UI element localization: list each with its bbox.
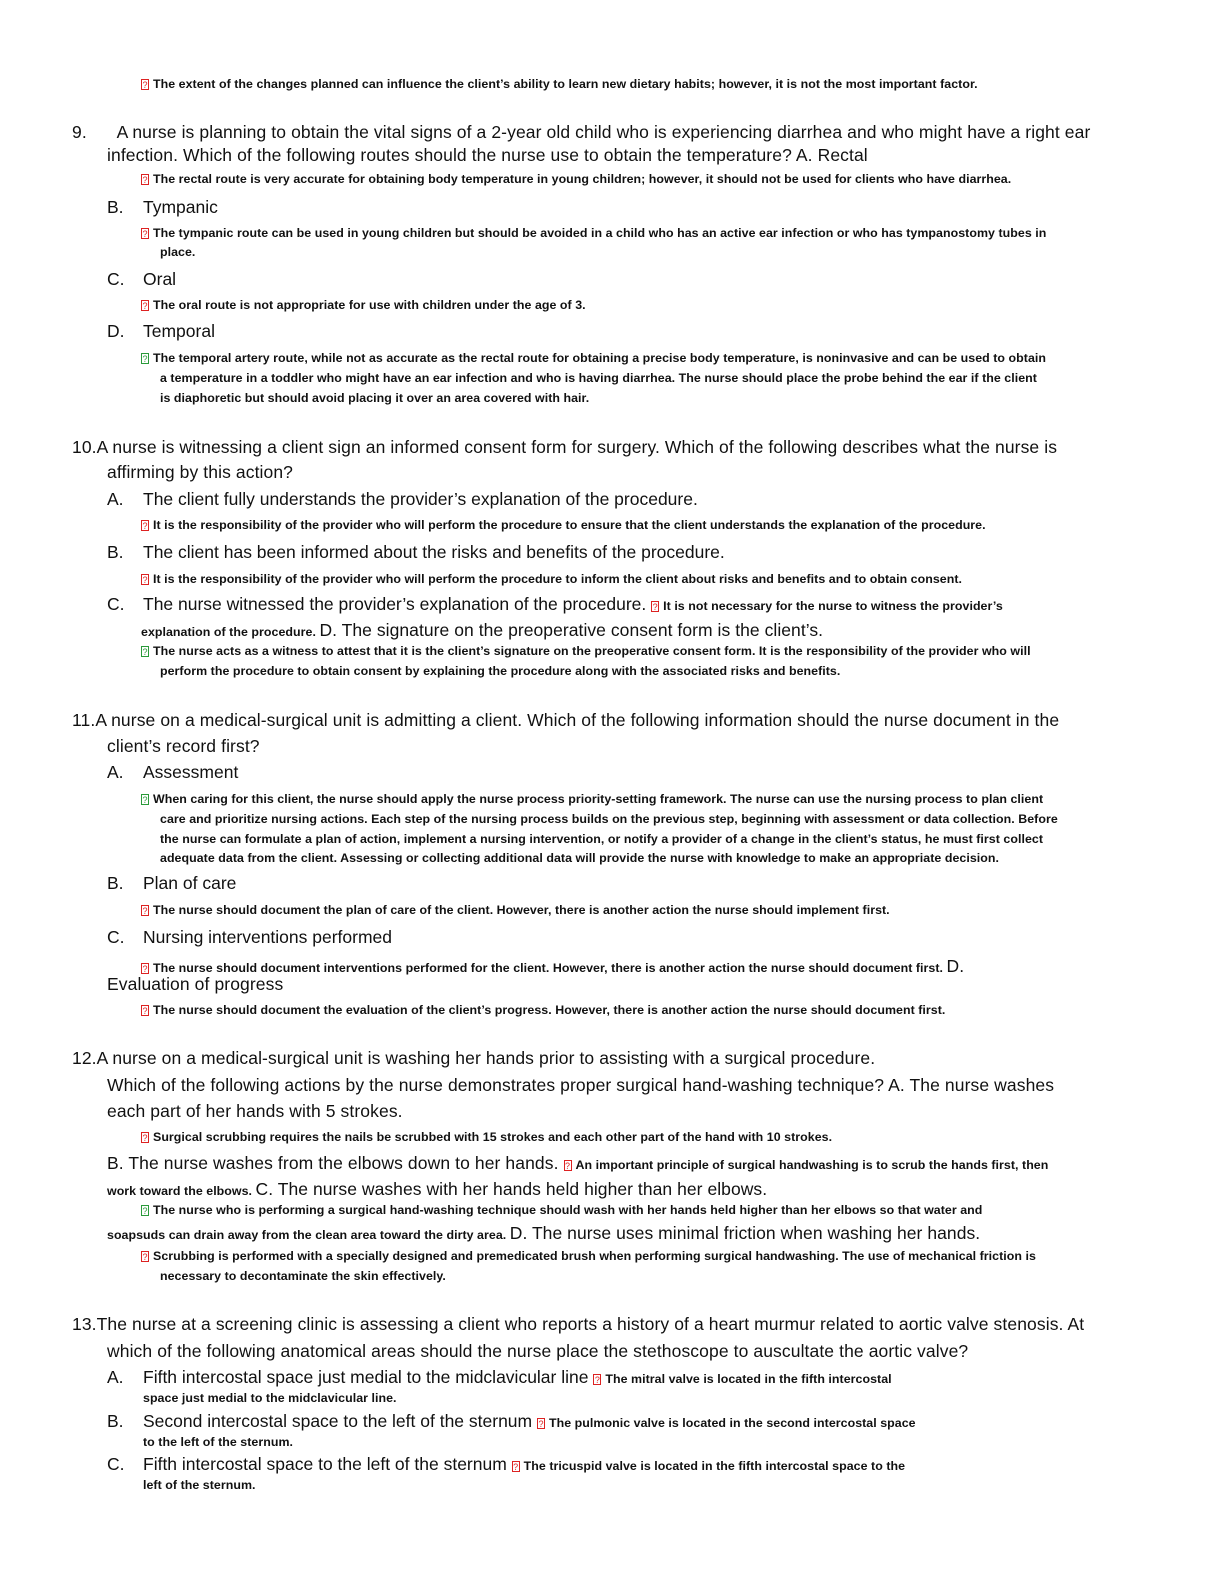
question-line [107,1101,403,1122]
rationale-line [143,1391,397,1405]
line-text: space just medial to the midclavicular line. [143,1391,397,1405]
line-text: the nurse can formulate a plan of action, implement a nursing intervention, or notify a provider of a change in the client’s status, he must first collect [160,832,1043,846]
rationale-text: The mitral valve is located in the fifth intercostal [605,1372,892,1386]
line-text: The nurse should document the plan of care of the client. However, there is another action the nurse should implement first. [153,903,890,917]
rationale-line [141,172,1011,186]
question-line [107,462,293,483]
line-text: infection. Which of the following routes should the nurse use to obtain the temperature? A. Rectal [107,145,868,165]
rationale-line [160,832,1043,846]
line-text: Fifth intercostal space to the left of the sternum [143,1454,507,1474]
rationale-line [160,371,1037,385]
line-text: each part of her hands with 5 strokes. [107,1101,403,1121]
option-letter: C. [107,927,125,947]
option-letter: C. [107,269,125,289]
question-line [72,122,1090,143]
line-text: Fifth intercostal space just medial to the midclavicular line [143,1367,589,1387]
correct-marker-icon: ? [142,795,148,805]
option-letter: B. [107,1411,124,1431]
line-text: a temperature in a toddler who might have an ear infection and who is having diarrhea. The nurse should place the probe behind the ear if the client [160,371,1037,385]
rationale-line [141,644,1031,658]
line-text: Temporal [143,321,215,341]
line-text: client’s record first? [107,736,260,756]
line-text: The client fully understands the provider’s explanation of the procedure. [143,489,698,509]
line-text: It is the responsibility of the provider who will perform the procedure to inform the client about risks and benefits and to obtain consent. [153,572,963,586]
option-text: D. The signature on the preoperative consent form is the client’s. [319,620,824,640]
line-text: to the left of the sternum. [143,1435,294,1449]
rationale-line [141,620,823,641]
rationale-text: The pulmonic valve is located in the second intercostal space [549,1416,916,1430]
line-text: explanation of the procedure. [141,625,316,639]
line-text: It is the responsibility of the provider who will perform the procedure to ensure that the client understands the explanation of the procedure. [153,518,986,532]
rationale-text: It is not necessary for the nurse to witness the provider’s [663,599,1003,613]
line-text: 11.A nurse on a medical-surgical unit is admitting a client. Which of the following information should the nurse document in the [72,710,1060,730]
rationale-line [107,1223,980,1244]
answer-option [107,542,725,563]
rationale-line [141,792,1043,806]
line-text: The nurse should document interventions performed for the client. However, there is another action the nurse should document first. [153,961,944,975]
line-text: The extent of the changes planned can influence the client’s ability to learn new dietary habits; however, it is not the most important factor. [153,77,978,91]
incorrect-marker-icon: ? [142,175,148,185]
option-letter: A. [107,1367,124,1387]
line-text: The nurse acts as a witness to attest that it is the client’s signature on the preoperative consent form. It is the responsibility of the provider who will [153,644,1031,658]
line-text: Which of the following actions by the nurse demonstrates proper surgical hand-washing technique? A. The nurse washes [107,1075,1055,1095]
rationale-line [141,226,1046,240]
question-line [107,1341,968,1362]
question-line [72,437,1057,458]
line-text: adequate data from the client. Assessing or collecting additional data will provide the nurse with knowledge to make an appropriate decision. [160,851,999,865]
line-text: The rectal route is very accurate for obtaining body temperature in young children; however, it should not be used for clients who have diarrhea. [153,172,1012,186]
option-text: C. The nurse washes with her hands held higher than her elbows. [255,1179,768,1199]
incorrect-marker-icon: ? [142,229,148,239]
answer-option [107,269,176,290]
line-text: Nursing interventions performed [143,927,393,947]
question-line [107,1075,1054,1096]
line-text: The oral route is not appropriate for use with children under the age of 3. [153,298,586,312]
option-letter: A. [107,762,124,782]
rationale-line [160,664,840,678]
line-text: necessary to decontaminate the skin effectively. [160,1269,446,1283]
option-letter: B. [107,542,124,562]
line-text: When caring for this client, the nurse should apply the nurse process priority-setting framework. The nurse can use the nursing process to plan client [153,792,1044,806]
line-text: 9. A nurse is planning to obtain the vital signs of a 2-year old child who is experiencing diarrhea and who might have a right ear [72,122,1091,142]
option-text: D. [946,956,965,976]
line-text: Evaluation of progress [107,974,284,994]
incorrect-marker-icon: ? [513,1462,519,1472]
question-line [107,736,260,757]
line-text: The nurse should document the evaluation of the client’s progress. However, there is another action the nurse should document first. [153,1003,946,1017]
answer-option [107,927,392,948]
line-text: soapsuds can drain away from the clean area toward the dirty area. [107,1228,507,1242]
line-text: is diaphoretic but should avoid placing it over an area covered with hair. [160,391,590,405]
question-line [107,1153,1048,1174]
option-letter: B. [107,873,124,893]
line-text: The nurse who is performing a surgical hand-washing technique should wash with her hands held higher than her elbows so that water and [153,1203,983,1217]
answer-option [107,594,1003,615]
option-letter: B. [107,197,124,217]
option-letter: D. [107,321,125,341]
line-text: The tympanic route can be used in young children but should be avoided in a child who has an active ear infection or who has tympanostomy tubes in [153,226,1047,240]
line-text: Plan of care [143,873,237,893]
answer-option [107,873,236,894]
question-line [107,974,283,995]
line-text: work toward the elbows. [107,1184,253,1198]
correct-marker-icon: ? [142,354,148,364]
incorrect-marker-icon: ? [142,575,148,585]
line-text: 13.The nurse at a screening clinic is assessing a client who reports a history of a heart murmur related to aortic valve stenosis. At [72,1314,1085,1334]
incorrect-marker-icon: ? [652,602,658,612]
question-line [72,1048,875,1069]
rationale-line [160,851,999,865]
incorrect-marker-icon: ? [142,1006,148,1016]
line-text: 10.A nurse is witnessing a client sign an informed consent form for surgery. Which of the following describes what the nurse is [72,437,1058,457]
question-line [72,1314,1084,1335]
answer-option [107,197,218,218]
correct-marker-icon: ? [142,647,148,657]
rationale-line [141,77,978,91]
rationale-text: An important principle of surgical handwashing is to scrub the hands first, then [575,1158,1049,1172]
line-text: B. The nurse washes from the elbows down to her hands. [107,1153,559,1173]
incorrect-marker-icon: ? [564,1161,571,1171]
rationale-line [141,518,986,532]
rationale-line [160,245,195,259]
rationale-line [160,812,1058,826]
line-text: Surgical scrubbing requires the nails be scrubbed with 15 strokes and each other part of the hand with 10 strokes. [153,1130,833,1144]
rationale-text: The tricuspid valve is located in the fifth intercostal space to the [523,1459,906,1473]
rationale-line [141,903,890,917]
line-text: Tympanic [143,197,218,217]
line-text: The nurse witnessed the provider’s explanation of the procedure. [143,594,647,614]
rationale-line [160,1269,446,1283]
answer-option [107,1454,905,1475]
incorrect-marker-icon: ? [142,964,148,974]
rationale-line [141,1003,945,1017]
option-letter: A. [107,489,124,509]
question-line [107,145,868,166]
incorrect-marker-icon: ? [142,1133,148,1143]
line-text: place. [160,245,196,259]
answer-option [107,321,215,342]
line-text: which of the following anatomical areas should the nurse place the stethoscope to auscultate the aortic valve? [107,1341,969,1361]
incorrect-marker-icon: ? [538,1419,544,1429]
incorrect-marker-icon: ? [142,80,148,90]
rationale-line [143,1478,256,1492]
rationale-line [141,1249,1036,1263]
answer-option [107,1411,916,1432]
correct-marker-icon: ? [142,1206,148,1216]
answer-option [107,489,698,510]
line-text: care and prioritize nursing actions. Each step of the nursing process builds on the previous step, beginning with assessment or data collection. Before [160,812,1058,826]
rationale-line [141,572,962,586]
line-text: The client has been informed about the risks and benefits of the procedure. [143,542,725,562]
option-text: D. The nurse uses minimal friction when washing her hands. [509,1223,981,1243]
rationale-line [107,1179,767,1200]
rationale-line [160,391,589,405]
answer-option [107,762,238,783]
line-text: left of the sternum. [143,1478,256,1492]
rationale-line [141,1203,982,1217]
line-text: Oral [143,269,177,289]
line-text: Scrubbing is performed with a specially designed and premedicated brush when performing surgical handwashing. The use of mechanical friction is [153,1249,1036,1263]
incorrect-marker-icon: ? [594,1375,600,1385]
line-text: Second intercostal space to the left of the sternum [143,1411,533,1431]
line-text: Assessment [143,762,239,782]
rationale-line [143,1435,293,1449]
incorrect-marker-icon: ? [142,1252,148,1262]
question-line [72,710,1059,731]
incorrect-marker-icon: ? [142,906,148,916]
line-text: perform the procedure to obtain consent by explaining the procedure along with the associated risks and benefits. [160,664,841,678]
line-text: The temporal artery route, while not as accurate as the rectal route for obtaining a precise body temperature, is noninvasive and can be used to obtain [153,351,1047,365]
incorrect-marker-icon: ? [142,521,148,531]
rationale-line [141,298,586,312]
rationale-line [141,351,1046,365]
incorrect-marker-icon: ? [142,301,148,311]
rationale-line [141,1130,832,1144]
line-text: 12.A nurse on a medical-surgical unit is washing her hands prior to assisting with a surgical procedure. [72,1048,876,1068]
option-letter: C. [107,1454,125,1474]
option-letter: C. [107,594,125,614]
line-text: affirming by this action? [107,462,294,482]
answer-option [107,1367,892,1388]
